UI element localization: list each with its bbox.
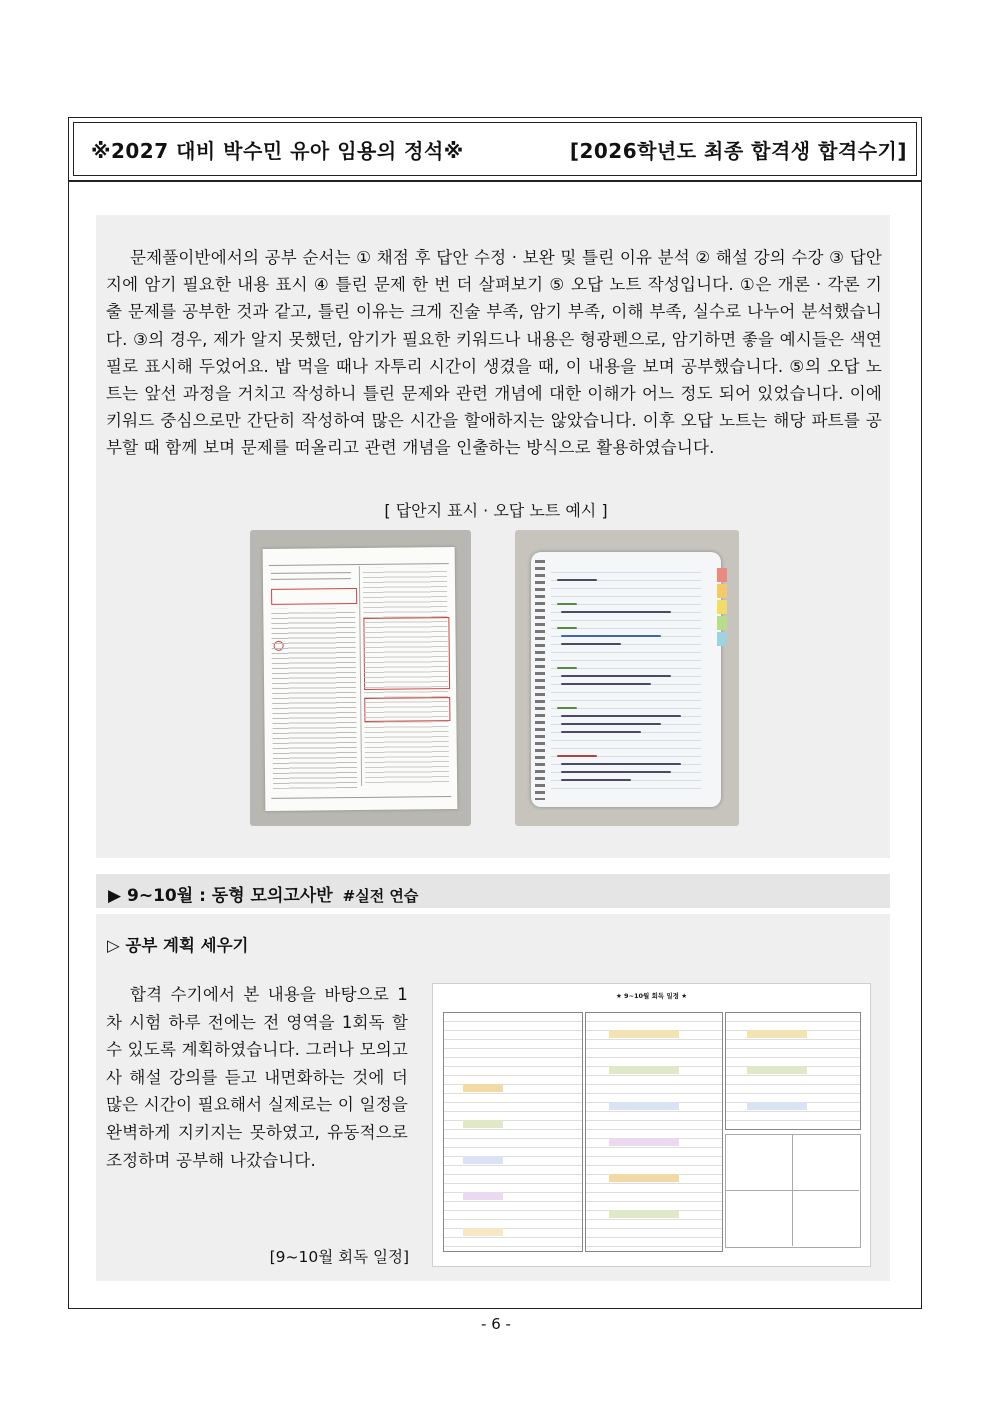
section2-tag: #실전 연습 — [342, 887, 419, 905]
section1-caption: [ 답안지 표시 · 오답 노트 예시 ] — [384, 501, 608, 520]
answer-sheet-photo — [250, 530, 471, 826]
header-box — [68, 117, 922, 181]
section2-subtitle: ▷ 공부 계획 세우기 — [107, 936, 249, 955]
header-left-title: ※2027 대비 박수민 유아 임용의 정석※ — [91, 139, 464, 163]
section2-paragraph: 합격 수기에서 본 내용을 바탕으로 1차 시험 하루 전에는 전 영역을 1회독 할 수 있도록 계획하였습니다. 그러나 모의고사 해설 강의를 듣고 내면화하는 것에 더 많은 시간이 필요해서 실제로는 이 일정을 완벽하게 지키지는 못하였고, 유동적으로 조정하며 공부해 나갔습니다. — [106, 985, 408, 1170]
section2-title — [108, 881, 418, 906]
section2-title-text: ▶ 9~10월 : 동형 모의고사반 — [108, 886, 333, 906]
answer-sheet-image — [263, 547, 458, 811]
wrong-answer-note-photo — [515, 530, 739, 826]
page-number: - 6 - — [481, 1315, 511, 1333]
schedule-title: ★ 9~10월 회독 일정 ★ — [615, 992, 688, 1000]
notebook-image — [531, 552, 721, 807]
schedule-table-image — [432, 983, 871, 1267]
header-right-title: [2026학년도 최종 합격생 합격수기] — [569, 139, 907, 163]
section1-paragraph: 문제풀이반에서의 공부 순서는 ① 채점 후 답안 수정 · 보완 및 틀린 이유 분석 ② 해설 강의 수강 ③ 답안지에 암기 필요한 내용 표시 ④ 틀린 문제 한 번 더 살펴보기 ⑤ 오답 노트 작성입니다. ①은 개론 · 각론 기출 문제를 공부한 것과 같고, 틀린 이유는 크게 진술 부족, 암기 부족, 이해 부족, 실수로 나누어 분석했습니다. ③의 경우, 제가 알지 못했던, 암기가 필요한 키워드나 내용은 형광펜으로, 암기하면 좋을 예시들은 색연필로 표시해 두었어요. 밥 먹을 때나 자투리 시간이 생겼을 때, 이 내용을 보며 공부했습니다. ⑤의 오답 노트는 앞선 과정을 거치고 작성하니 틀린 문제와 관련 개념에 대한 이해가 어느 정도 되어 있었습니다. 이에 키워드 중심으로만 간단히 작성하여 많은 시간을 할애하지는 않았습니다. 이후 오답 노트는 해당 파트를 공부할 때 함께 보며 문제를 떠올리고 관련 개념을 인출하는 방식으로 활용하였습니다. — [106, 248, 882, 458]
section2-caption: [9~10월 회독 일정] — [269, 1248, 409, 1266]
